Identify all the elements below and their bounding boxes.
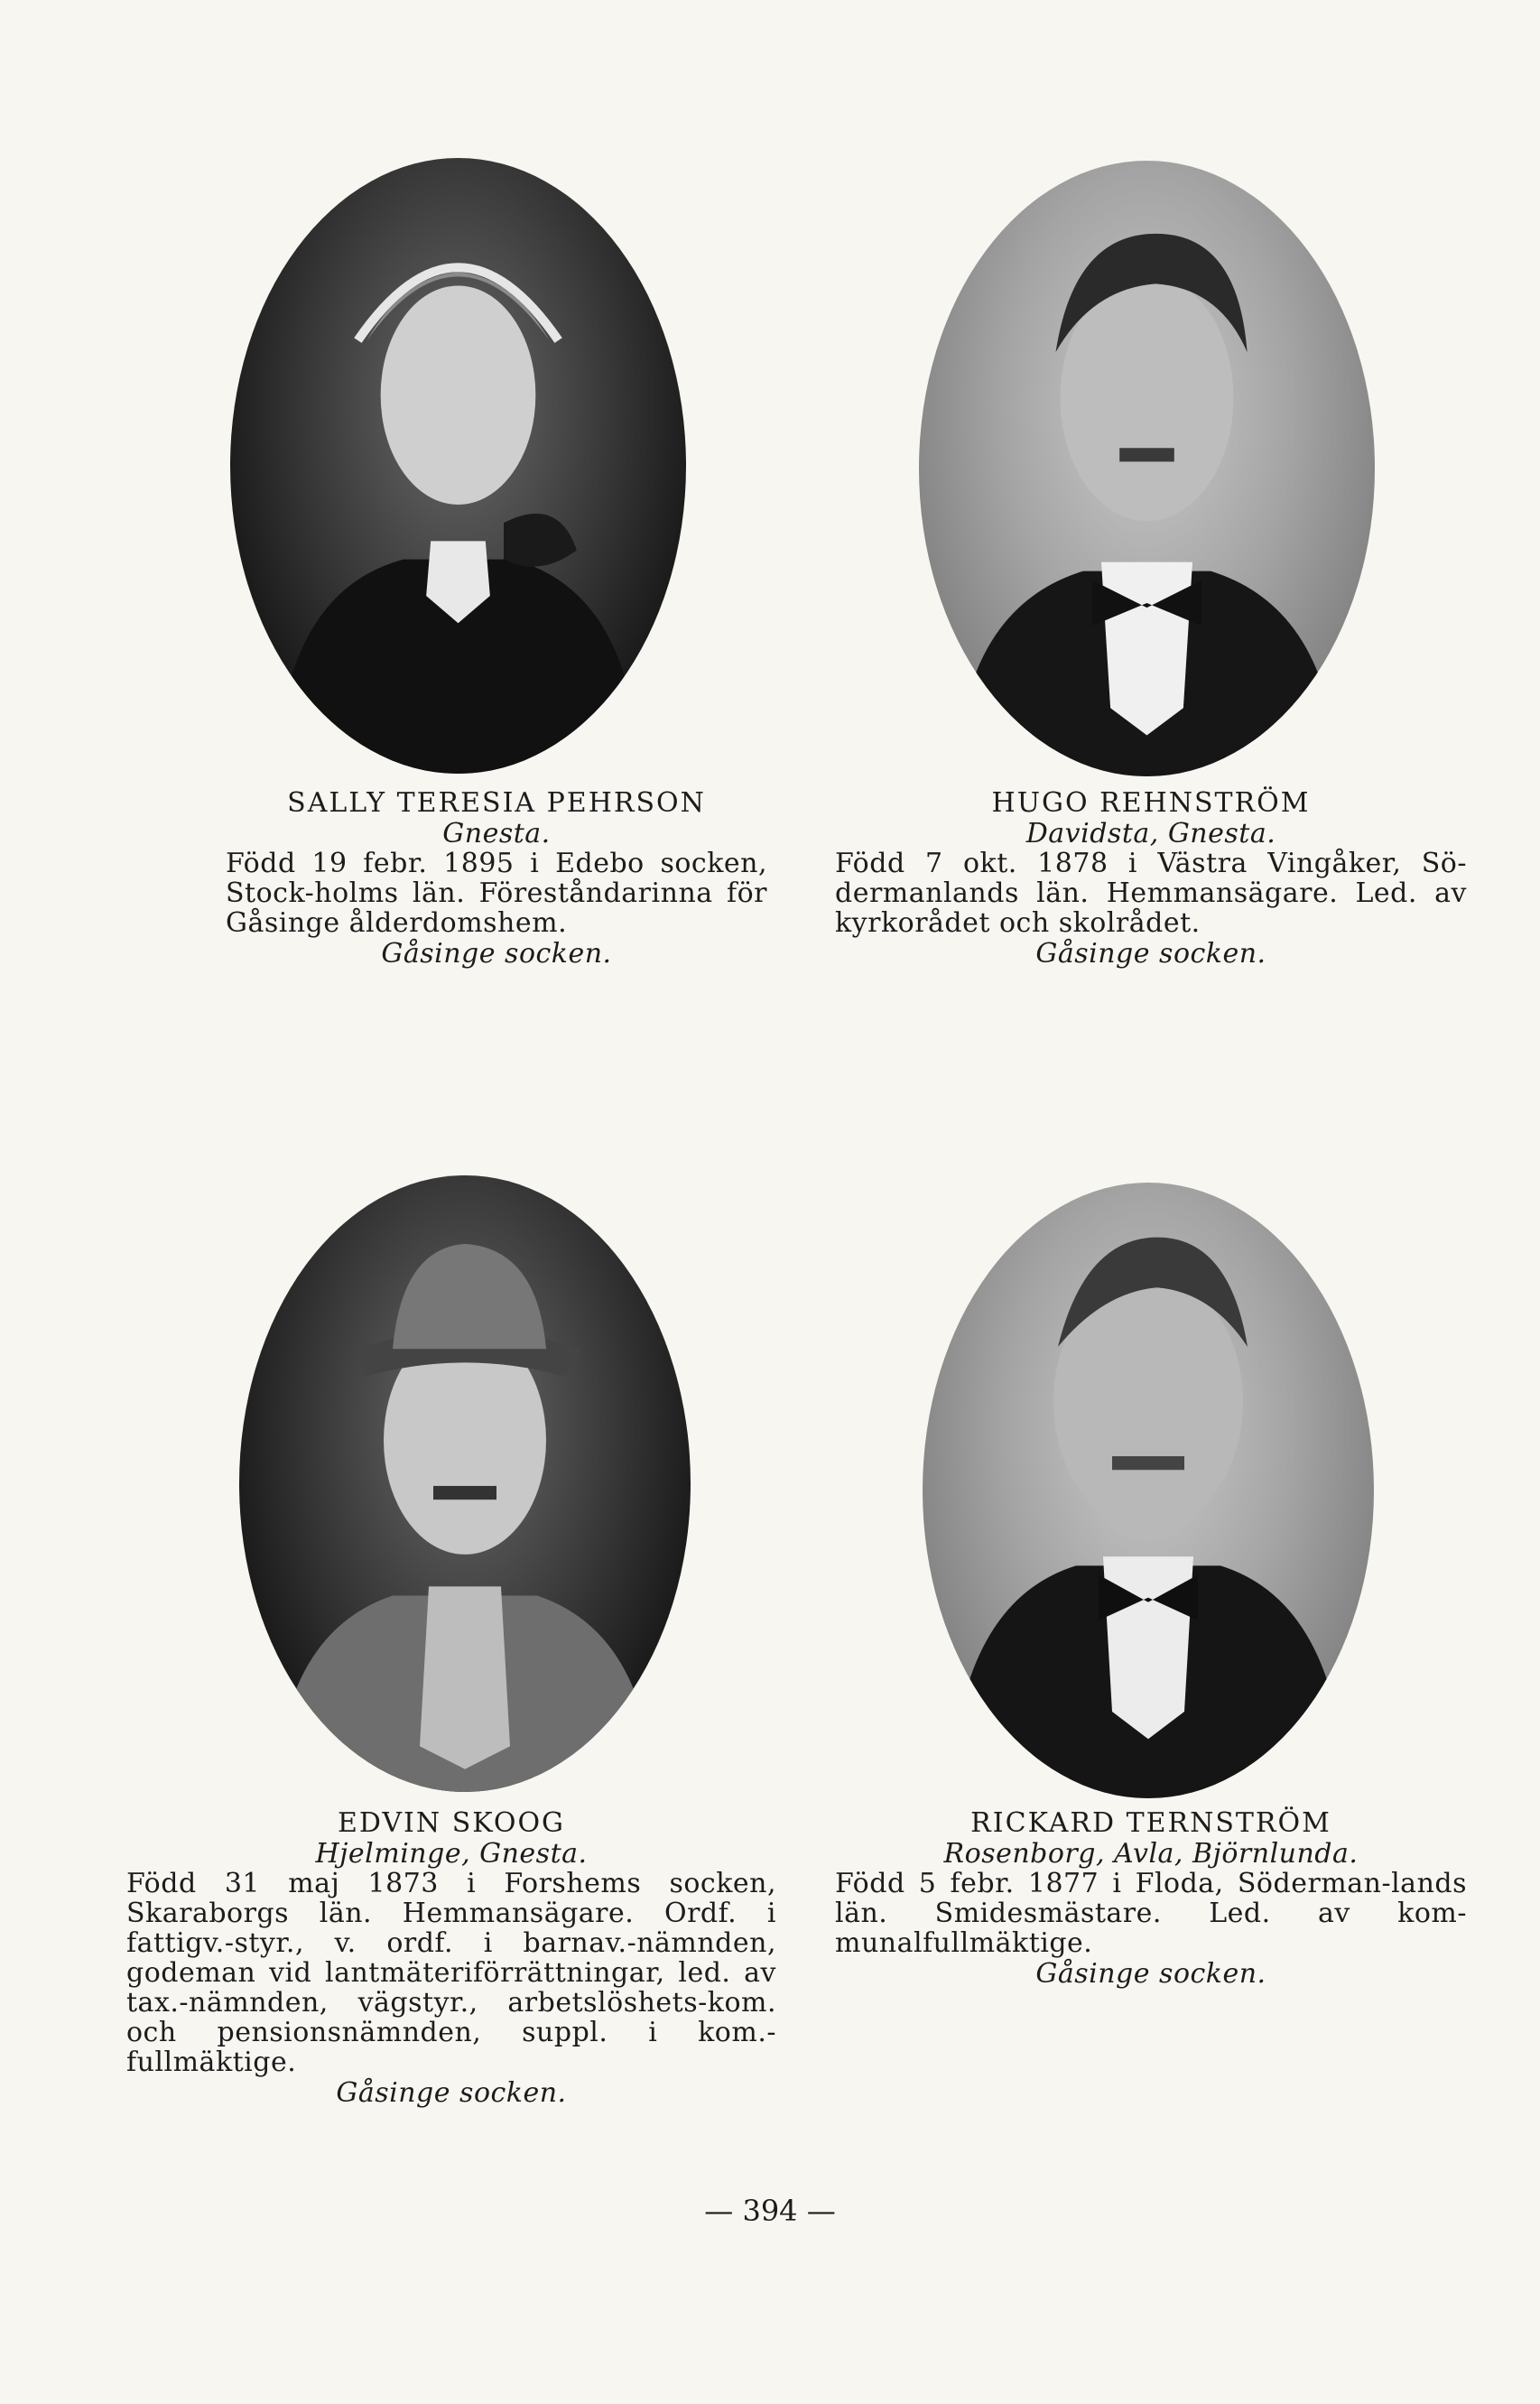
person-name: EDVIN SKOOG	[337, 1807, 566, 1839]
person-parish: Gåsinge socken.	[1035, 938, 1266, 970]
caption-hugo-rehnstrom	[835, 788, 1467, 970]
caption-sally-pehrson	[226, 788, 767, 970]
person-name: HUGO REHNSTRÖM	[991, 787, 1311, 819]
person-bio: Född 7 okt. 1878 i Västra Vingåker, Sö-dermanlands län. Hemmansägare. Led. av kyrkorådet och skolrådet.	[835, 848, 1467, 939]
person-place: Hjelminge, Gnesta.	[315, 1838, 588, 1870]
page-number: — 394 —	[704, 2194, 836, 2228]
person-place: Gnesta.	[442, 818, 551, 849]
person-name: SALLY TERESIA PEHRSON	[287, 787, 706, 819]
portrait-sally-pehrson	[230, 158, 686, 774]
person-parish: Gåsinge socken.	[1035, 1958, 1266, 1990]
person-bio: Född 31 maj 1873 i Forshems socken, Skaraborgs län. Hemmansägare. Ordf. i fattigv.-styr., v. ordf. i barnav.-nämnden, godeman vid lantmäteriförrättningar, led. av tax.-nämnden, vägstyr., arbetslöshets-kom. och pensionsnämnden, suppl. i kom.-fullmäktige.	[126, 1868, 776, 2078]
portrait-edvin-skoog	[239, 1175, 691, 1792]
portrait-rickard-ternstrom	[923, 1183, 1374, 1798]
person-parish: Gåsinge socken.	[381, 938, 612, 970]
person-bio: Född 19 febr. 1895 i Edebo socken, Stock-holms län. Föreståndarinna för Gåsinge ålderdomshem.	[226, 848, 767, 939]
caption-edvin-skoog	[126, 1808, 776, 2110]
person-bio: Född 5 febr. 1877 i Floda, Söderman-lands län. Smidesmästare. Led. av kom-munalfullmäktige.	[835, 1868, 1467, 1959]
person-place: Rosenborg, Avla, Björnlunda.	[943, 1838, 1359, 1870]
person-place: Davidsta, Gnesta.	[1025, 818, 1276, 849]
portrait-hugo-rehnstrom	[919, 161, 1375, 776]
caption-rickard-ternstrom	[835, 1808, 1467, 1991]
person-name: RICKARD TERNSTRÖM	[970, 1807, 1331, 1839]
person-parish: Gåsinge socken.	[336, 2077, 567, 2109]
